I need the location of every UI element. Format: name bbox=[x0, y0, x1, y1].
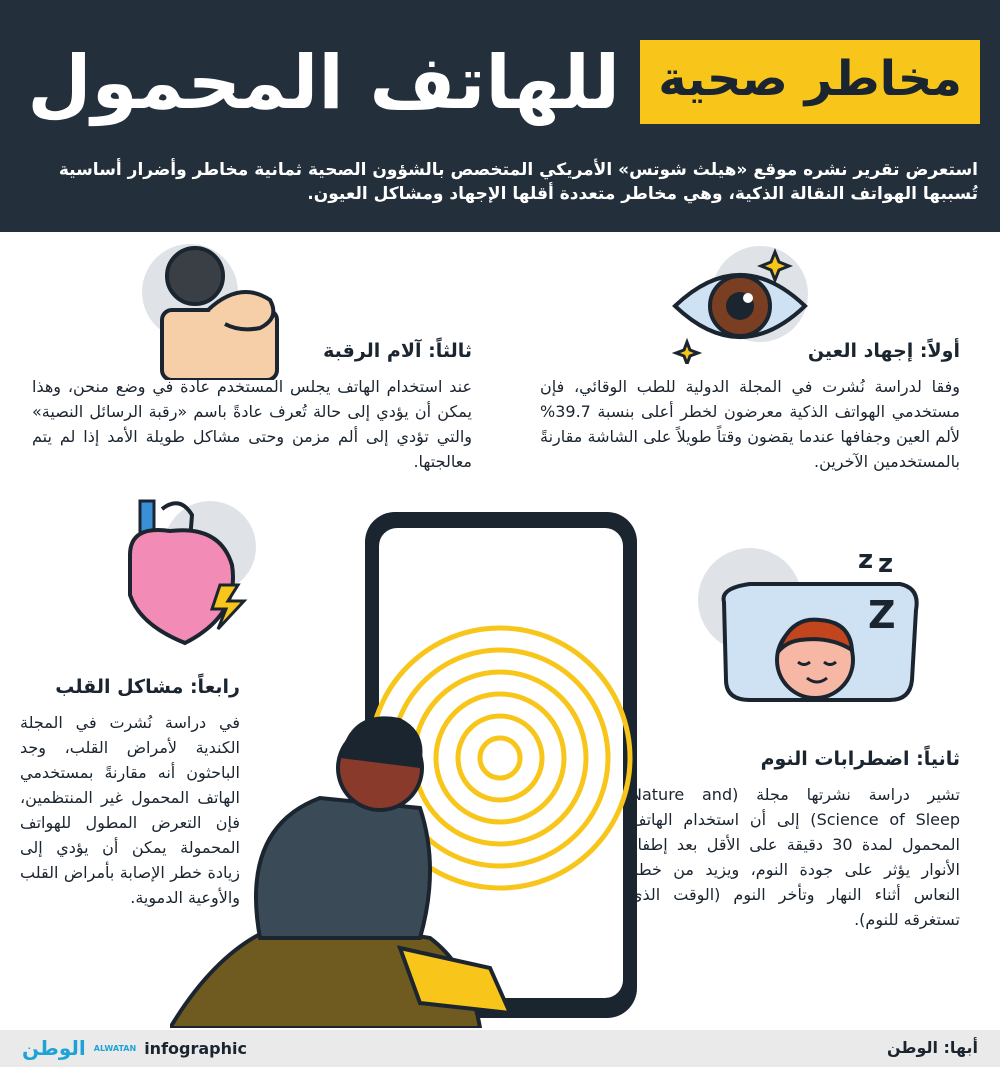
section-title: ثالثاً: آلام الرقبة bbox=[323, 340, 472, 362]
title-row bbox=[20, 28, 980, 153]
svg-text:Z: Z bbox=[868, 593, 896, 637]
section-body: عند استخدام الهاتف يجلس المستخدم عادة في وضع منحن، وهذا يمكن أن يؤدي إلى حالة تُعرف عادةً باسم «رقبة الرسائل النصية» والتي تؤدي إلى ألم مزمن وحتى مشاكل طويلة الأمد إذا لم يتم معالجتها. bbox=[32, 377, 472, 471]
section-title: ثانياً: اضطرابات النوم bbox=[760, 748, 960, 770]
section-title: رابعاً: مشاكل القلب bbox=[55, 676, 240, 698]
section-body: في دراسة نُشرت في المجلة الكندية لأمراض القلب، وجد الباحثون أنه مقارنةً بمستخدمي الهاتف المحمول غير المنتظمين، فإن التعرض المطول للهواتف المحمولة يمكن أن يؤدي إلى زيادة خطر الإصابة بأمراض القلب والأوعية الدموية. bbox=[20, 713, 240, 907]
header-banner bbox=[0, 0, 1000, 232]
page-title: للهاتف المحمول bbox=[27, 40, 620, 126]
section-sleep-disorders bbox=[630, 748, 960, 932]
footer-label: infographic bbox=[144, 1038, 247, 1058]
section-body: تشير دراسة نشرتها مجلة (Nature and Science of Sleep) إلى أن استخدام الهاتف المحمول لمدة 30 دقيقة على الأقل بعد إطفاء الأنوار يؤثر على جودة النوم، ويزيد من خطر النعاس أثناء النهار وتأخر النوم (الوقت الذي تستغرقه للنوم). bbox=[630, 785, 961, 929]
footer-credit: أبها: الوطن bbox=[886, 1038, 978, 1057]
title-highlight-box bbox=[640, 40, 980, 124]
section-eye-strain bbox=[540, 340, 960, 474]
intro-text: استعرض تقرير نشره موقع «هيلث شوتس» الأمريكي المتخصص بالشؤون الصحية ثمانية مخاطر وأضرار أساسية تُسببها الهواتف النقالة الذكية، وهي مخاطر متعددة أقلها الإجهاد ومشاكل العيون. bbox=[58, 160, 978, 204]
section-body: وفقا لدراسة نُشرت في المجلة الدولية للطب الوقائي، فإن مستخدمي الهواتف الذكية معرضون لخطر أعلى بنسبة 39.7% لألم العين وجفافها عندما يقضون وقتاً طويلاً على الشاشة مقارنةً بالمستخدمين الآخرين. bbox=[540, 377, 960, 471]
section-neck-pain bbox=[32, 340, 472, 474]
section-heart-problems bbox=[20, 676, 240, 910]
phone-illustration bbox=[170, 508, 650, 1028]
section-title: أولاً: إجهاد العين bbox=[807, 340, 960, 362]
title-highlight: مخاطر صحية bbox=[658, 51, 962, 107]
footer bbox=[0, 1030, 1000, 1067]
svg-text:z: z bbox=[878, 549, 894, 579]
svg-text:z: z bbox=[858, 545, 874, 575]
sleeping-face-icon bbox=[690, 540, 930, 720]
footer-brand bbox=[22, 1036, 247, 1060]
brand-logo: الوطن bbox=[22, 1036, 86, 1060]
brand-subtitle: ALWATAN bbox=[93, 1043, 137, 1053]
